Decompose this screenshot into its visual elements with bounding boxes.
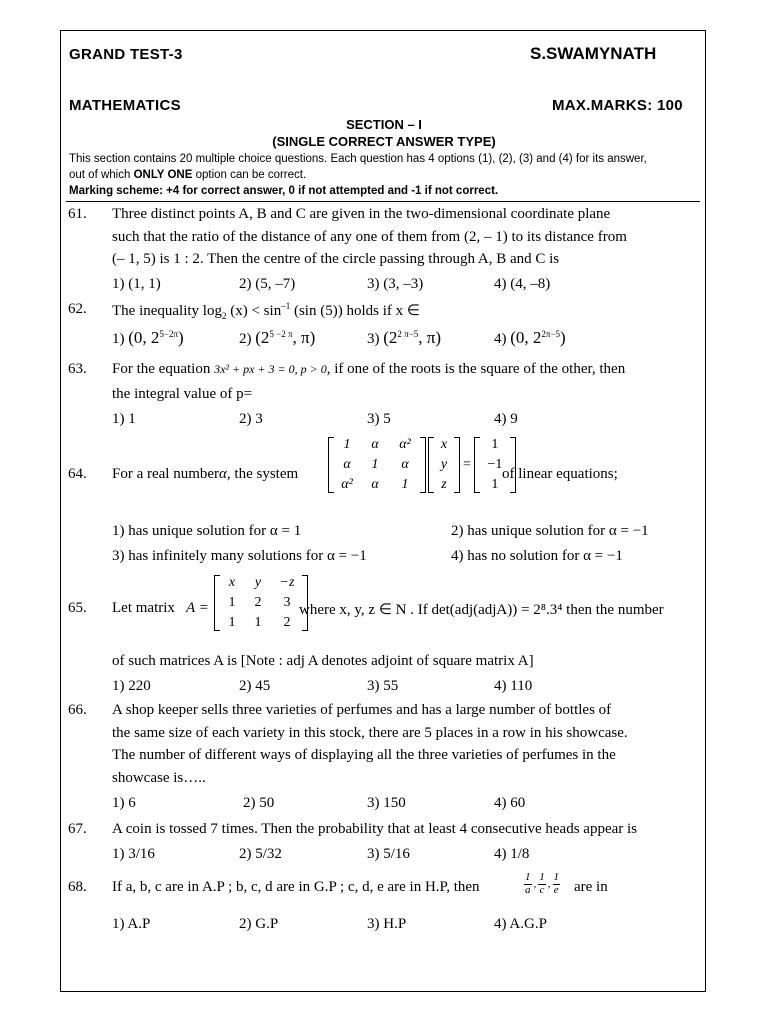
question-number: 65. (68, 600, 87, 616)
test-name: GRAND TEST-3 (69, 46, 183, 63)
option-1 (112, 328, 184, 348)
option-label: 2) (239, 331, 252, 347)
matrix-cell: α² (399, 437, 411, 452)
question-text: such that the ratio of the distance of any one of them from (2, – 1) to its distance from (112, 229, 627, 245)
fraction-numerator: 1 (553, 871, 559, 883)
option-4: 4) 9 (494, 411, 518, 427)
matrix-cell: α (371, 437, 379, 452)
option-4: 4) A.G.P (494, 916, 547, 932)
instructions-text: out of which (69, 169, 134, 181)
matrix-a (214, 575, 308, 636)
matrix-cell: 1 (401, 477, 409, 492)
matrix-cell: x (228, 575, 236, 590)
question-text (112, 466, 298, 483)
equals-sign: = (463, 457, 471, 472)
marking-scheme: Marking scheme: +4 for correct answer, 0 if not attempted and -1 if not correct. (69, 185, 499, 197)
option-1: 1) 220 (112, 678, 151, 694)
matrix-lhs: A = (186, 600, 209, 616)
alpha-symbol: α (219, 466, 227, 482)
vector-cell: −1 (487, 457, 503, 472)
section-instructions-line2 (69, 169, 306, 181)
question-text: Three distinct points A, B and C are given in the two-dimensional coordinate plane (112, 206, 611, 222)
option-3: 3) 55 (367, 678, 399, 694)
matrix-cell: α (371, 477, 379, 492)
question-text: are in (574, 879, 608, 895)
matrix-cell: 2 (283, 615, 291, 630)
text: For a real number (112, 466, 220, 482)
text: , the system (226, 466, 299, 482)
matrix-cell: −z (279, 575, 295, 590)
option-label: 1) (112, 331, 125, 347)
option-3: 3) 5 (367, 411, 391, 427)
vector-cell: 1 (491, 437, 499, 452)
option-3: 3) (3, –3) (367, 276, 424, 292)
option-4: 4) (4, –8) (494, 276, 551, 292)
question-text: A coin is tossed 7 times. Then the probability that at least 4 consecutive heads appear is (112, 821, 638, 837)
option-1: 1) 3/16 (112, 846, 155, 862)
option-3: 3) 5/16 (367, 846, 410, 862)
matrix-cell: 1 (228, 615, 236, 630)
option-4: 4) has no solution for α = −1 (451, 548, 623, 564)
text: , if one of the roots is the square of the other, then (326, 361, 626, 377)
option-exponent: 5−2π (159, 329, 179, 339)
option-2: 2) has unique solution for α = −1 (451, 523, 649, 539)
question-number: 64. (68, 466, 87, 482)
option-base: (2 (255, 328, 270, 347)
option-1: 1) A.P (112, 916, 151, 932)
option-exponent: 5 −2 π (269, 329, 293, 339)
question-number: 61. (68, 206, 87, 222)
matrix-cell: y (254, 575, 262, 590)
option-close: , π) (418, 328, 442, 347)
option-base: (2 (383, 328, 398, 347)
option-2 (239, 328, 315, 348)
fraction-denominator: c (539, 883, 545, 896)
option-label: 4) (494, 331, 507, 347)
vector-cell: z (441, 477, 447, 492)
option-base: (0, 2 (128, 328, 160, 347)
fraction-denominator: e (553, 883, 559, 896)
option-2: 2) 3 (239, 411, 263, 427)
reciprocal-fractions: $\frac{1}{a}$ , $\frac{1}{c}$ , $\frac{1}{e}$ (525, 871, 559, 896)
option-4: 4) 60 (494, 795, 526, 811)
section-title: SECTION – I (346, 117, 422, 132)
question-text: the same size of each variety in this stock, there are 5 places in a row in his showcase. (112, 725, 628, 741)
option-base: (0, 2 (510, 328, 542, 347)
fraction (553, 872, 561, 896)
fraction-numerator: 1 (539, 871, 545, 883)
option-4: 4) 110 (494, 678, 533, 694)
section-type: (SINGLE CORRECT ANSWER TYPE) (272, 134, 496, 149)
question-number: 63. (68, 361, 87, 377)
option-exponent: 2π−5 (541, 329, 561, 339)
option-1: 1) has unique solution for α = 1 (112, 523, 302, 539)
matrix-cell: 1 (228, 595, 236, 610)
option-3: 3) H.P (367, 916, 407, 932)
matrix-cell: 1 (343, 437, 351, 452)
question-number: 62. (68, 301, 87, 317)
vector-cell: 1 (491, 477, 499, 492)
question-text: Let matrix (112, 600, 175, 616)
fraction-numerator: 1 (525, 871, 531, 883)
question-text (112, 361, 625, 378)
option-2: 2) 5/32 (239, 846, 282, 862)
vector-cell: x (440, 437, 448, 452)
fraction (524, 872, 532, 896)
instructions-text-end: option can be correct. (192, 169, 307, 181)
question-number: 68. (68, 879, 87, 895)
max-marks: MAX.MARKS: 100 (552, 97, 683, 114)
vector-cell: y (440, 457, 448, 472)
question-number: 66. (68, 702, 87, 718)
section-instructions-line1: This section contains 20 multiple choice questions. Each question has 4 options (1), (2), (3) and (4) for its answer, (69, 153, 647, 165)
inverse-sup: –1 (281, 301, 291, 311)
option-1: 1) 1 (112, 411, 136, 427)
option-4: 4) 1/8 (494, 846, 530, 862)
option-2: 2) G.P (239, 916, 279, 932)
option-2: 2) 45 (239, 678, 271, 694)
variable-vector (428, 437, 460, 493)
question-text: the integral value of p= (112, 386, 253, 402)
text: (x) < sin (226, 303, 282, 319)
option-3: 3) has infinitely many solutions for α = −1 (112, 548, 367, 564)
matrix-cell: α² (341, 477, 353, 492)
author-name: S.SWAMYNATH (530, 44, 657, 63)
option-close: ) (178, 328, 184, 347)
instructions-emphasis: ONLY ONE (133, 169, 193, 181)
matrix-cell: α (343, 457, 351, 472)
matrix-cell: 1 (371, 457, 379, 472)
question-text: where x, y, z ∈ N . If det(adj(adjA)) = 2⁸.3⁴ then the number (299, 602, 664, 618)
coefficient-matrix (328, 437, 426, 493)
option-3: 3) 150 (367, 795, 406, 811)
option-close: ) (560, 328, 566, 347)
question-text: If a, b, c are in A.P ; b, c, d are in G.P ; c, d, e are in H.P, then (112, 879, 480, 895)
header-rule (66, 201, 700, 202)
option-3 (367, 328, 441, 348)
question-text: of linear equations; (502, 466, 618, 482)
option-2: 2) (5, –7) (239, 276, 296, 292)
text: The inequality log (112, 303, 222, 319)
matrix-a-grid (214, 575, 308, 631)
option-4 (494, 328, 566, 348)
rhs-vector (474, 437, 516, 493)
question-text: A shop keeper sells three varieties of perfumes and has a large number of bottles of (112, 702, 612, 718)
linear-system (328, 437, 516, 493)
option-close: , π) (292, 328, 316, 347)
question-text (112, 301, 420, 321)
question-text: (– 1, 5) is 1 : 2. Then the centre of the circle passing through A, B and C is (112, 251, 560, 267)
option-1: 1) (1, 1) (112, 276, 161, 292)
matrix-cell: 1 (254, 615, 262, 630)
matrix-cell: 2 (254, 595, 262, 610)
option-1: 1) 6 (112, 795, 136, 811)
question-text: of such matrices A is [Note : adj A denotes adjoint of square matrix A] (112, 653, 534, 669)
matrix-cell: α (401, 457, 409, 472)
question-number: 67. (68, 821, 87, 837)
option-2: 2) 50 (243, 795, 275, 811)
text: For the equation (112, 361, 211, 377)
subject-title: MATHEMATICS (69, 97, 181, 114)
matrix-cell: 3 (283, 595, 291, 610)
question-text: The number of different ways of displaying all the three varieties of perfumes in the (112, 747, 616, 763)
equation: 3x² + px + 3 = 0, p > 0 (214, 362, 327, 376)
fraction (538, 872, 546, 896)
fraction-denominator: a (525, 883, 531, 896)
log-base: 2 (221, 311, 227, 321)
option-label: 3) (367, 331, 380, 347)
option-exponent: 2 π−5 (397, 329, 419, 339)
text: (sin (5)) holds if x ∈ (290, 303, 420, 319)
question-text: showcase is….. (112, 770, 206, 786)
